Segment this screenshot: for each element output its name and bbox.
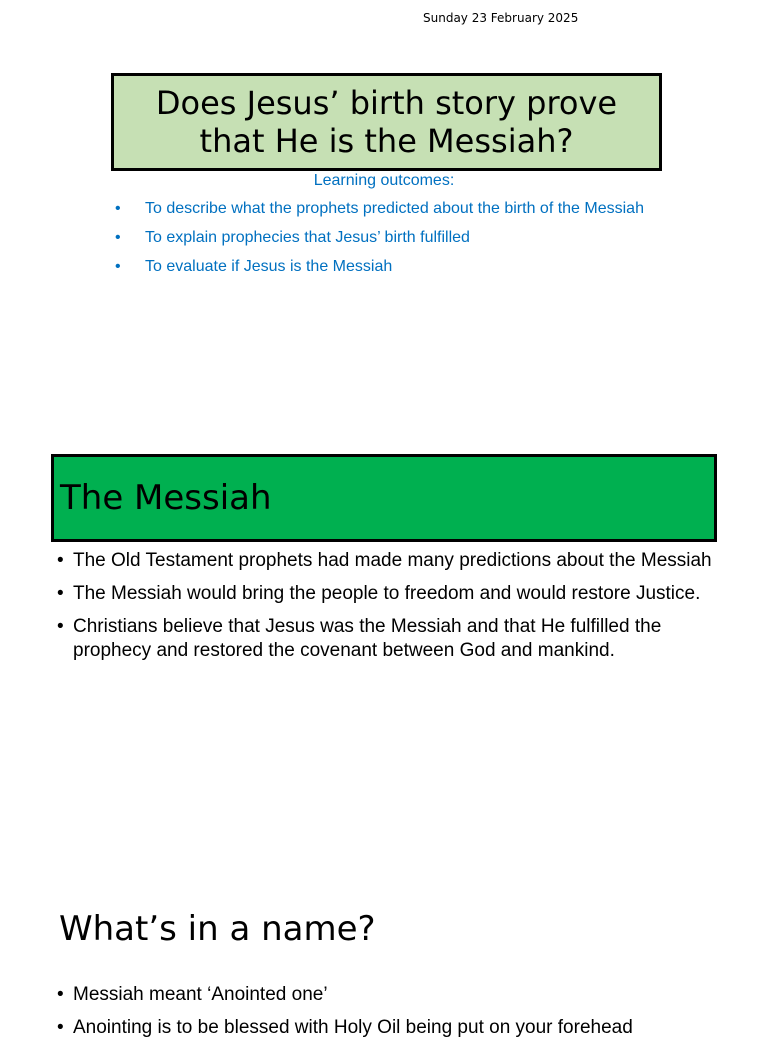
bullet-icon: • (57, 583, 64, 604)
messiah-heading: The Messiah (60, 478, 272, 518)
learning-outcome-text: To explain prophecies that Jesus’ birth fulfilled (145, 229, 470, 246)
list-item (111, 227, 671, 248)
bullet-icon: • (57, 616, 64, 637)
name-heading: What’s in a name? (59, 909, 376, 949)
list-item (111, 256, 671, 277)
bullet-icon: • (115, 229, 121, 246)
bullet-icon: • (115, 200, 121, 217)
bullet-text: The Messiah would bring the people to freedom and would restore Justice. (73, 583, 701, 604)
bullet-icon: • (57, 1017, 64, 1038)
date-label: Sunday 23 February 2025 (423, 11, 579, 25)
learning-outcome-text: To describe what the prophets predicted about the birth of the Messiah (145, 200, 644, 217)
bullet-icon: • (57, 550, 64, 571)
bullet-text: Anointing is to be blessed with Holy Oil being put on your forehead (73, 1017, 633, 1038)
bullet-text: Messiah meant ‘Anointed one’ (73, 984, 328, 1005)
list-item (57, 582, 717, 606)
list-item (111, 198, 671, 219)
bullet-icon: • (115, 258, 121, 275)
list-item (57, 615, 717, 663)
list-item (57, 983, 717, 1007)
list-item (57, 1016, 717, 1040)
name-bullet-list (57, 983, 717, 1049)
learning-outcome-text: To evaluate if Jesus is the Messiah (145, 258, 393, 275)
learning-outcomes-heading: Learning outcomes: (313, 172, 455, 189)
bullet-text: Christians believe that Jesus was the Messiah and that He fulfilled the prophecy and restored the covenant between God and mankind. (73, 616, 662, 661)
list-item (57, 549, 717, 573)
bullet-text: The Old Testament prophets had made many predictions about the Messiah (73, 550, 712, 571)
slide-title: Does Jesus’ birth story prove that He is the Messiah? (155, 84, 618, 160)
messiah-heading-box (51, 454, 717, 542)
learning-outcomes-list (111, 198, 671, 285)
title-box (111, 73, 662, 171)
messiah-bullet-list (57, 549, 717, 672)
bullet-icon: • (57, 984, 64, 1005)
